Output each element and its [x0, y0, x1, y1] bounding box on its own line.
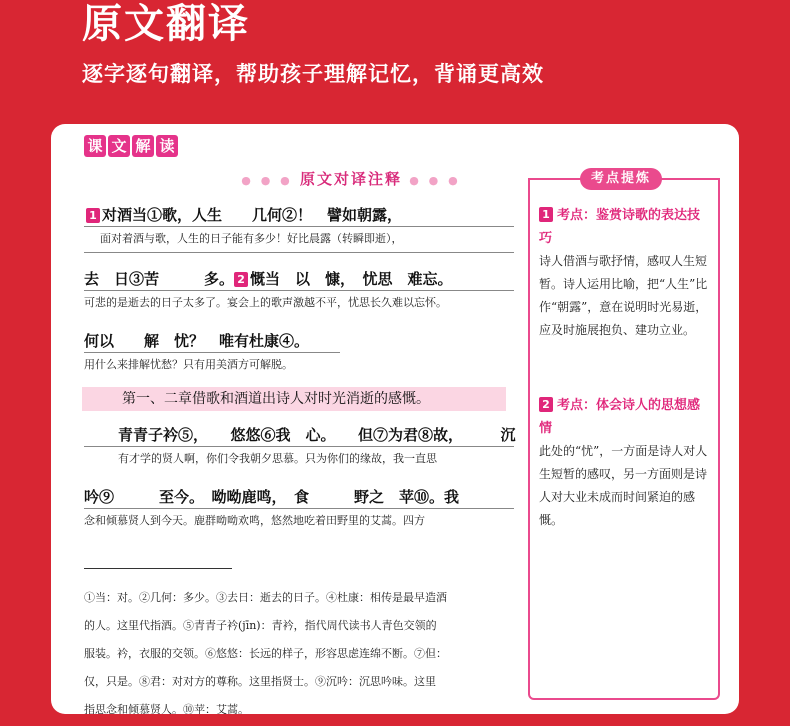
- original-text: 何以 解 忧？ 唯有杜康④。: [84, 332, 310, 350]
- key-point-heading: [539, 394, 709, 440]
- original-text: [84, 268, 524, 289]
- footnote-line: 服装。衿，衣服的交领。⑥悠悠：长远的样子，形容思虑连绵不断。⑦但：: [84, 647, 447, 660]
- verse-number: 1: [86, 208, 100, 223]
- translation-text: 可悲的是逝去的日子太多了。宴会上的歌声激越不平，忧思长久难以忘怀。: [84, 296, 447, 309]
- summary-banner: 第一、二章借歌和酒道出诗人对时光消逝的感慨。: [82, 387, 506, 411]
- footnote-line: 仅，只是。⑧君：对对方的尊称。这里指贤士。⑨沉吟：沉思吟味。这里: [84, 675, 436, 688]
- key-point-heading: [539, 204, 709, 250]
- divider: [84, 252, 514, 253]
- key-points-tag: 考点提炼: [580, 168, 662, 190]
- verse-line: [84, 424, 524, 466]
- section-heading: [201, 168, 501, 189]
- footnote-line: ①当：对。②几何：多少。③去日：逝去的日子。④杜康：相传是最早造酒: [84, 591, 447, 604]
- key-point: [539, 204, 709, 342]
- divider: [84, 226, 514, 227]
- key-point-body: 此处的“忧”，一方面是诗人对人生短暂的感叹，另一方面则是诗人对大业未成而时间紧迫的感慨。: [539, 444, 708, 527]
- verse-line: [84, 330, 524, 372]
- translation-text: 面对着酒与歌，人生的日子能有多少！好比晨露（转瞬即逝），: [100, 232, 403, 245]
- original-sentence: 对酒当①歌，人生 几何②！ 譬如朝露，: [102, 206, 403, 224]
- section-tag-char: 文: [108, 135, 130, 157]
- original-sentence: 慨当 以 慷， 忧思 难忘。: [250, 270, 453, 288]
- footnotes: [84, 584, 524, 714]
- decor-dots-left: ● ● ●: [241, 174, 293, 187]
- section-tag-char: 读: [156, 135, 178, 157]
- page-subtitle: 逐字逐句翻译，帮助孩子理解记忆，背诵更高效: [82, 62, 544, 86]
- footnote-divider: [84, 568, 232, 569]
- divider: [84, 352, 340, 353]
- key-point-body: 诗人借酒与歌抒情，感叹人生短暂。诗人运用比喻，把“人生”比作“朝露”，意在说明时光易逝，应及时施展抱负、建功立业。: [539, 254, 708, 337]
- divider: [84, 508, 514, 509]
- decor-dots-right: ● ● ●: [409, 174, 461, 187]
- section-tag: [84, 135, 178, 157]
- verse-line: [84, 204, 524, 246]
- document-paper: [51, 124, 739, 714]
- divider: [84, 446, 514, 447]
- key-point: [539, 394, 709, 532]
- original-sentence: 去 日③苦 多。: [84, 270, 235, 288]
- verse-line: [84, 486, 524, 528]
- section-tag-char: 课: [84, 135, 106, 157]
- translation-text: 念和倾慕贤人到今天。鹿群呦呦欢鸣，悠然地吃着田野里的艾蒿。四方: [84, 514, 425, 527]
- header-banner: [0, 0, 790, 110]
- key-point-number: 2: [539, 397, 553, 412]
- divider: [84, 290, 514, 291]
- original-text: [84, 204, 524, 225]
- footnote-line: 的人。这里代指酒。⑤青青子衿(jīn)：青衿，指代周代读书人青色交领的: [84, 619, 437, 632]
- original-text: 吟⑨ 至今。 呦呦鹿鸣， 食 野之 苹⑩。我: [84, 488, 460, 506]
- section-heading-text: 原文对译注释: [299, 170, 402, 188]
- section-tag-char: 解: [132, 135, 154, 157]
- key-point-title: 考点：体会诗人的思想感情: [539, 398, 701, 436]
- key-point-number: 1: [539, 207, 553, 222]
- translation-text: 用什么来排解忧愁？只有用美酒方可解脱。: [84, 358, 293, 371]
- footnote-line: 指思念和倾慕贤人。⑩苹：艾蒿。: [84, 703, 249, 714]
- key-point-title: 考点：鉴赏诗歌的表达技巧: [539, 208, 701, 246]
- translation-text: 有才学的贤人啊，你们令我朝夕思慕。只为你们的缘故，我一直思: [118, 452, 437, 465]
- original-text: 青青子衿⑤， 悠悠⑥我 心。 但⑦为君⑧故， 沉: [118, 426, 516, 444]
- verse-number: 2: [234, 272, 248, 287]
- key-points-panel: [528, 171, 720, 700]
- verse-line: [84, 268, 524, 310]
- page-title: 原文翻译: [82, 1, 250, 47]
